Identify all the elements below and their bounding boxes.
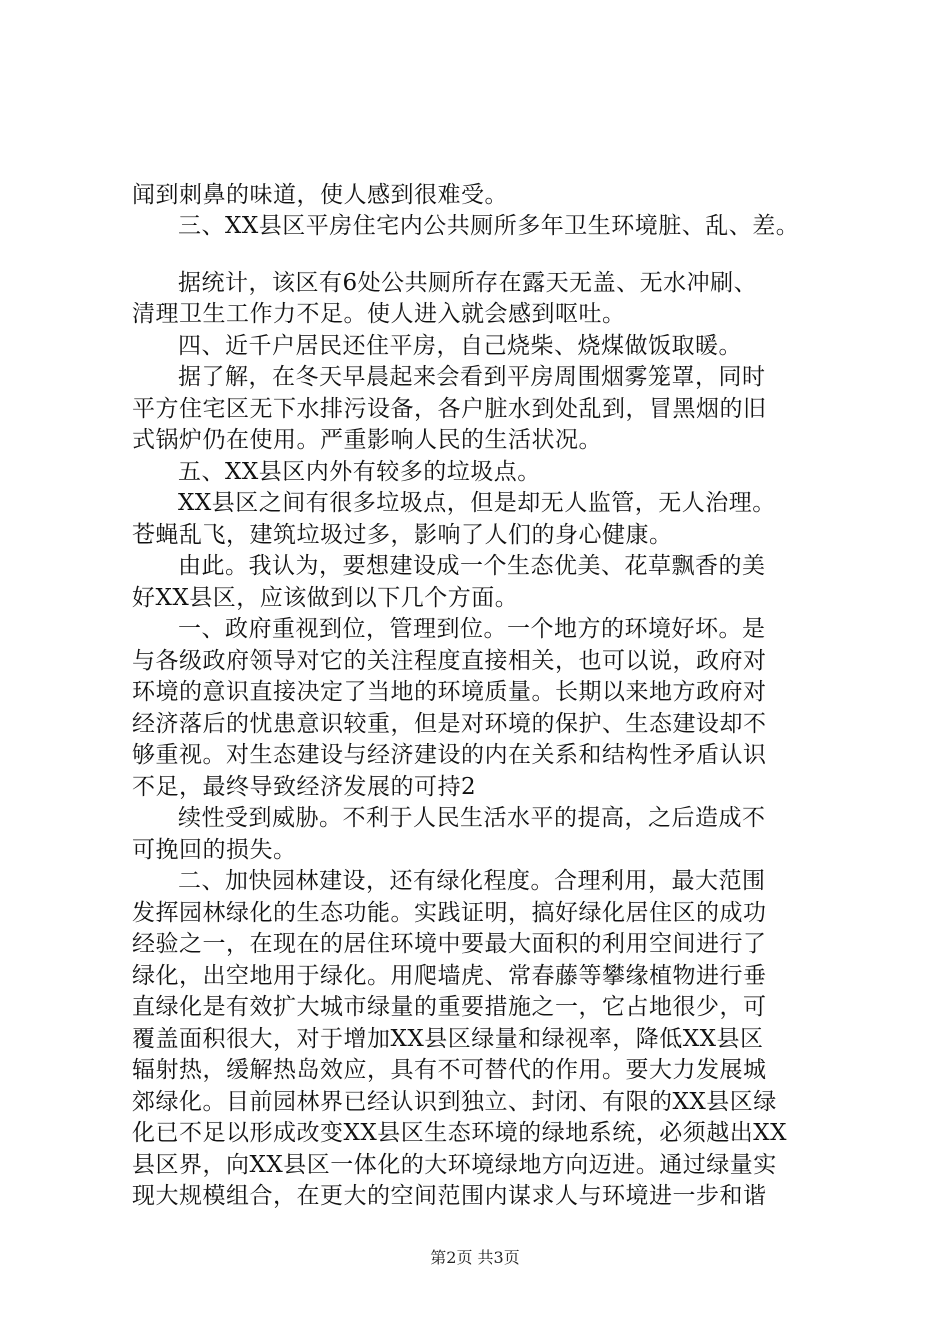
- section-heading: 三、XX县区平房住宅内公共厕所多年卫生环境脏、乱、差。: [178, 213, 800, 239]
- text-line: 式锅炉仍在使用。严重影响人民的生活状况。: [132, 427, 602, 453]
- text-line: XX县区之间有很多垃圾点，但是却无人监管，无人治理。: [178, 490, 776, 516]
- text-line: 可挽回的损失。: [132, 837, 297, 863]
- text-line: 与各级政府领导对它的关注程度直接相关，也可以说，政府对: [132, 648, 767, 674]
- text-line: 经验之一，在现在的居住环境中要最大面积的利用空间进行了: [132, 931, 767, 957]
- text-line: 平方住宅区无下水排污设备，各户脏水到处乱到，冒黑烟的旧: [132, 396, 767, 422]
- text-line: 辐射热，缓解热岛效应，具有不可替代的作用。要大力发展城: [132, 1057, 767, 1083]
- text-line: 好XX县区，应该做到以下几个方面。: [132, 585, 519, 611]
- text-line: 据了解，在冬天早晨起来会看到平房周围烟雾笼罩，同时: [178, 364, 766, 390]
- text-line: 化已不足以形成改变XX县区生态环境的绿地系统，必须越出XX: [132, 1120, 787, 1146]
- text-line: 绿化，出空地用于绿化。用爬墙虎、常春藤等攀缘植物进行垂: [132, 963, 767, 989]
- section-heading: 五、XX县区内外有较多的垃圾点。: [178, 459, 541, 485]
- text-line: 续性受到威胁。不利于人民生活水平的提高，之后造成不: [178, 805, 766, 831]
- text-line: 经济落后的忧患意识较重，但是对环境的保护、生态建设却不: [132, 711, 767, 737]
- text-line: 清理卫生工作力不足。使人进入就会感到呕吐。: [132, 301, 626, 327]
- section-heading: 四、近千户居民还住平房，自己烧柴、烧煤做饭取暖。: [178, 333, 742, 359]
- text-line: 县区界，向XX县区一体化的大环境绿地方向迈进。通过绿量实: [132, 1152, 777, 1178]
- text-line: 郊绿化。目前园林界已经认识到独立、封闭、有限的XX县区绿: [132, 1089, 777, 1115]
- text-line: 够重视。对生态建设与经济建设的内在关系和结构性矛盾认识: [132, 742, 767, 768]
- text-line: 覆盖面积很大，对于增加XX县区绿量和绿视率，降低XX县区: [132, 1026, 764, 1052]
- text-line: 发挥园林绿化的生态功能。实践证明，搞好绿化居住区的成功: [132, 900, 767, 926]
- text-line: 不足，最终导致经济发展的可持2: [132, 774, 477, 800]
- text-line: 现大规模组合，在更大的空间范围内谋求人与环境进一步和谐: [132, 1183, 767, 1209]
- text-line: 据统计，该区有6处公共厕所存在露天无盖、无水冲刷、: [178, 270, 758, 296]
- text-line: 环境的意识直接决定了当地的环境质量。长期以来地方政府对: [132, 679, 767, 705]
- text-line: 闻到刺鼻的味道，使人感到很难受。: [132, 182, 508, 208]
- section-heading: 二、加快园林建设，还有绿化程度。合理利用，最大范围: [178, 868, 766, 894]
- text-line: 由此。我认为，要想建设成一个生态优美、花草飘香的美: [178, 553, 766, 579]
- text-line: 苍蝇乱飞，建筑垃圾过多，影响了人们的身心健康。: [132, 522, 673, 548]
- page-footer: 第2页 共3页: [430, 1248, 520, 1267]
- section-heading: 一、政府重视到位，管理到位。一个地方的环境好坏。是: [178, 616, 766, 642]
- text-line: 直绿化是有效扩大城市绿量的重要措施之一，它占地很少，可: [132, 994, 767, 1020]
